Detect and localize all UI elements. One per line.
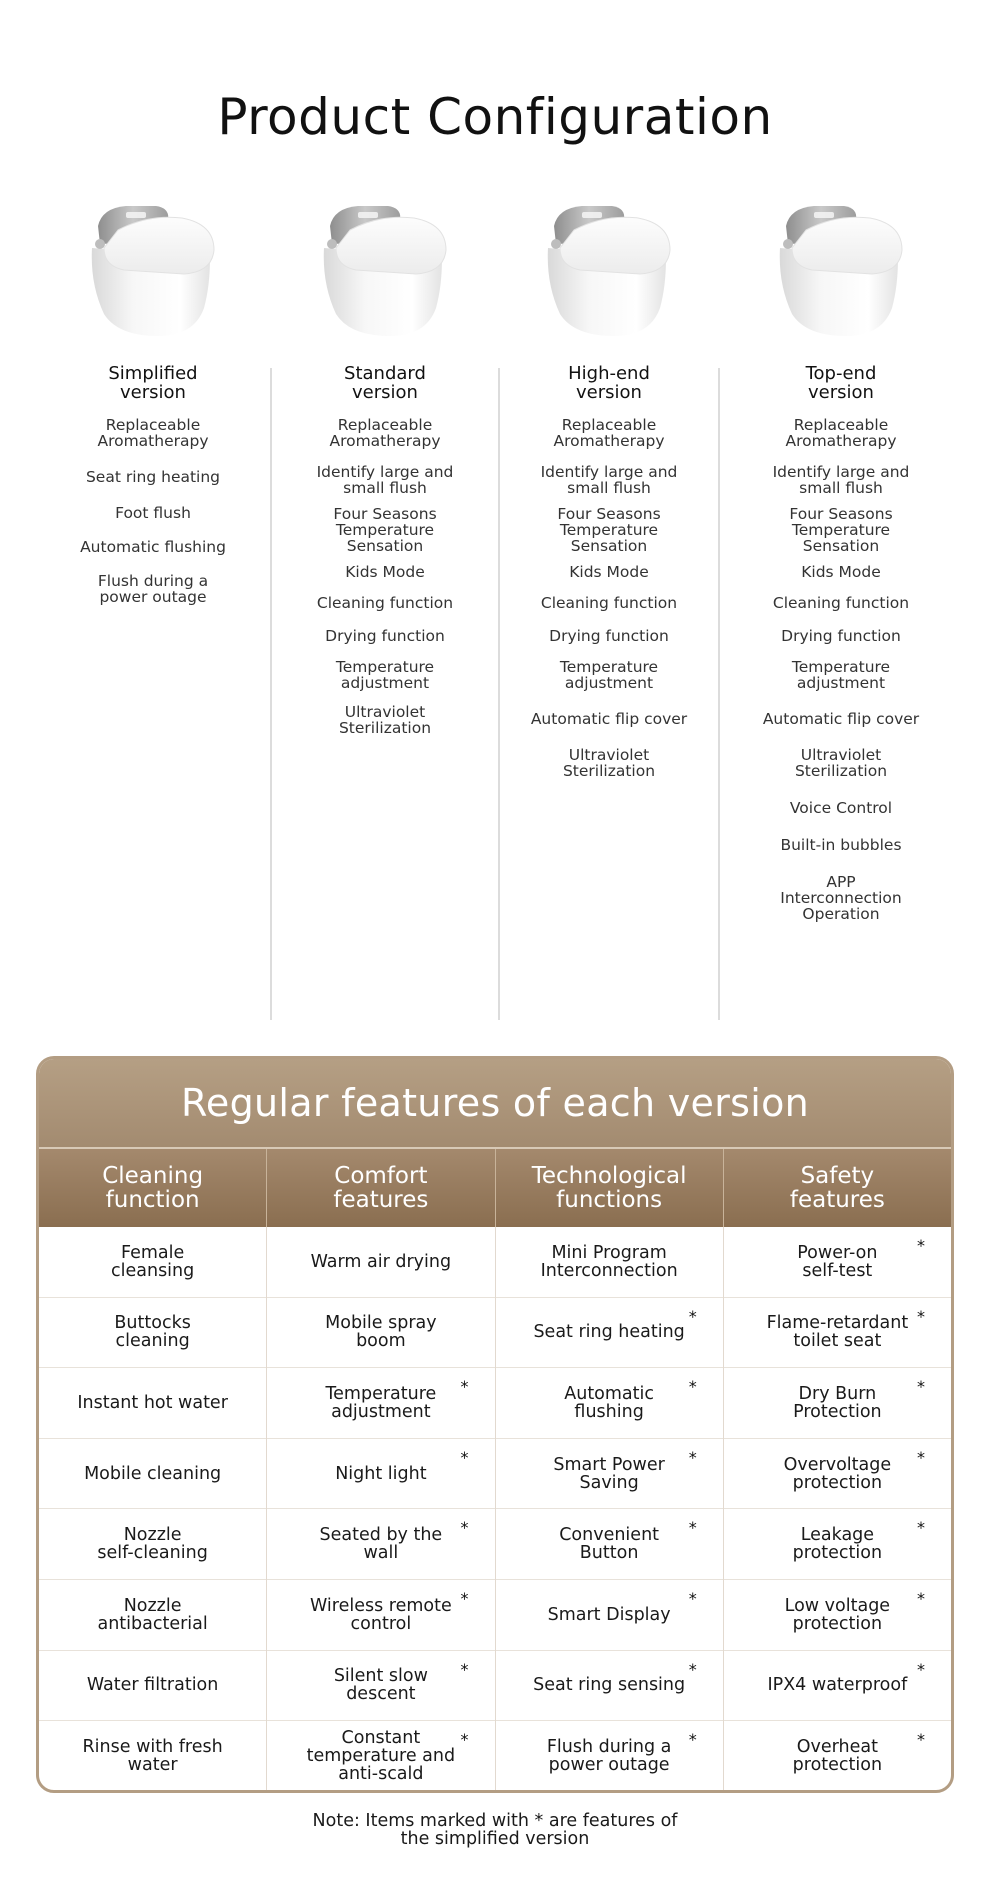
feature-text: Low voltage protection xyxy=(784,1595,891,1634)
feature-item: Drying function xyxy=(549,627,669,645)
table-cell xyxy=(724,1651,951,1722)
asterisk-marker: * xyxy=(917,1659,925,1679)
table-cell xyxy=(39,1439,266,1510)
feature-item: Automatic flip cover xyxy=(530,710,688,728)
asterisk-marker: * xyxy=(460,1730,469,1750)
asterisk-marker: * xyxy=(917,1306,925,1326)
feature-list xyxy=(499,417,719,779)
table-cell xyxy=(724,1580,951,1651)
feature-item: Kids Mode xyxy=(801,563,881,581)
feature-item: Flush during a power outage xyxy=(97,572,209,606)
feature-item: Identify large and small flush xyxy=(540,463,678,497)
feature-item: Foot flush xyxy=(115,504,191,522)
table-cell xyxy=(724,1721,951,1792)
feature-text: Water filtration xyxy=(86,1675,219,1696)
feature-item: Ultraviolet Sterilization xyxy=(338,703,432,737)
table-cell xyxy=(267,1298,494,1369)
feature-item: Four Seasons Temperature Sensation xyxy=(557,505,661,555)
asterisk-marker: * xyxy=(917,1730,925,1750)
column-header-technological: Technological functions xyxy=(496,1149,724,1227)
feature-text: Convenient Button xyxy=(559,1525,660,1564)
feature-text: Warm air drying xyxy=(310,1251,452,1272)
feature-text: Automatic flushing xyxy=(564,1383,654,1422)
table-cell xyxy=(267,1651,494,1722)
asterisk-marker: * xyxy=(917,1447,925,1467)
feature-text: IPX4 waterproof xyxy=(767,1675,908,1696)
feature-list xyxy=(275,417,495,736)
feature-item: Cleaning function xyxy=(772,594,910,612)
asterisk-marker: * xyxy=(917,1588,925,1608)
feature-text: Mini Program Interconnection xyxy=(540,1242,678,1281)
feature-text: Seated by the wall xyxy=(319,1525,443,1564)
version-column-standard xyxy=(275,196,495,736)
table-column xyxy=(39,1227,267,1792)
feature-text: Mobile spray boom xyxy=(325,1313,437,1352)
table-cell xyxy=(39,1651,266,1722)
feature-item: Identify large and small flush xyxy=(772,463,910,497)
feature-text: Leakage protection xyxy=(792,1525,883,1564)
feature-text: Overheat protection xyxy=(792,1737,883,1776)
asterisk-marker: * xyxy=(688,1730,697,1750)
feature-item: APP Interconnection Operation xyxy=(780,873,902,923)
feature-text: Seat ring sensing xyxy=(533,1675,686,1696)
asterisk-marker: * xyxy=(688,1377,697,1397)
feature-text: Wireless remote control xyxy=(310,1595,452,1634)
table-title: Regular features of each version xyxy=(39,1059,951,1147)
feature-text: Silent slow descent xyxy=(333,1666,428,1705)
asterisk-marker: * xyxy=(688,1447,697,1467)
feature-item: Temperature adjustment xyxy=(559,658,659,692)
feature-item: Built-in bubbles xyxy=(780,836,902,854)
asterisk-marker: * xyxy=(688,1659,697,1679)
table-cell xyxy=(267,1227,494,1298)
column-divider xyxy=(718,368,720,1020)
feature-text: Overvoltage protection xyxy=(783,1454,892,1493)
feature-text: Power-on self-test xyxy=(797,1242,878,1281)
feature-list xyxy=(43,417,263,605)
version-column-top-end xyxy=(731,196,951,922)
table-cell xyxy=(496,1721,723,1792)
version-title: Top-end version xyxy=(805,363,877,403)
table-cell xyxy=(724,1509,951,1580)
feature-item: Ultraviolet Sterilization xyxy=(562,746,656,780)
table-cell xyxy=(267,1721,494,1792)
feature-item: Four Seasons Temperature Sensation xyxy=(333,505,437,555)
feature-list xyxy=(731,417,951,922)
table-cell xyxy=(724,1298,951,1369)
table-cell xyxy=(39,1721,266,1792)
version-column-high-end xyxy=(499,196,719,779)
feature-text: Buttocks cleaning xyxy=(114,1313,191,1352)
feature-item: Drying function xyxy=(325,627,445,645)
feature-text: Night light xyxy=(335,1463,427,1484)
feature-item: Four Seasons Temperature Sensation xyxy=(789,505,893,555)
footnote: Note: Items marked with * are features of the simplified version xyxy=(312,1811,678,1849)
table-column xyxy=(496,1227,724,1792)
table-cell xyxy=(496,1509,723,1580)
feature-item: Automatic flushing xyxy=(80,538,226,556)
feature-item: Replaceable Aromatherapy xyxy=(785,416,897,450)
feature-item: Voice Control xyxy=(789,799,893,817)
table-column xyxy=(267,1227,495,1792)
toilet-image xyxy=(534,196,684,346)
feature-item: Identify large and small flush xyxy=(316,463,454,497)
column-header-safety: Safety features xyxy=(789,1163,885,1213)
feature-item: Automatic flip cover xyxy=(762,710,920,728)
version-column-simplified xyxy=(43,196,263,605)
feature-item: Kids Mode xyxy=(345,563,425,581)
asterisk-marker: * xyxy=(460,1447,469,1467)
feature-text: Nozzle antibacterial xyxy=(97,1595,208,1634)
feature-item: Replaceable Aromatherapy xyxy=(553,416,665,450)
feature-item: Drying function xyxy=(781,627,901,645)
feature-item: Cleaning function xyxy=(540,594,678,612)
asterisk-marker: * xyxy=(460,1659,469,1679)
version-title: Simplified version xyxy=(108,363,198,403)
feature-text: Instant hot water xyxy=(77,1392,228,1413)
asterisk-marker: * xyxy=(688,1518,697,1538)
table-cell xyxy=(496,1298,723,1369)
feature-text: Nozzle self-cleaning xyxy=(97,1525,208,1564)
feature-item: Temperature adjustment xyxy=(335,658,435,692)
regular-features-table xyxy=(36,1056,954,1793)
asterisk-marker: * xyxy=(688,1588,697,1608)
table-cell xyxy=(39,1227,266,1298)
toilet-image xyxy=(310,196,460,346)
column-divider xyxy=(270,368,272,1020)
table-cell xyxy=(724,1368,951,1439)
asterisk-marker: * xyxy=(917,1518,925,1538)
table-cell xyxy=(724,1439,951,1510)
table-cell xyxy=(496,1227,723,1298)
feature-text: Mobile cleaning xyxy=(84,1463,222,1484)
asterisk-marker: * xyxy=(460,1377,469,1397)
feature-item: Seat ring heating xyxy=(85,468,221,486)
feature-item: Cleaning function xyxy=(316,594,454,612)
feature-item: Temperature adjustment xyxy=(791,658,891,692)
asterisk-marker: * xyxy=(688,1306,697,1326)
toilet-image xyxy=(78,196,228,346)
asterisk-marker: * xyxy=(460,1518,469,1538)
table-body xyxy=(39,1227,951,1792)
feature-text: Smart Power Saving xyxy=(553,1454,665,1493)
column-header-cleaning: Cleaning function xyxy=(39,1149,267,1227)
table-header-row xyxy=(39,1147,951,1227)
table-cell xyxy=(496,1368,723,1439)
version-comparison xyxy=(0,196,990,1026)
table-cell xyxy=(267,1509,494,1580)
asterisk-marker: * xyxy=(917,1377,925,1397)
table-cell xyxy=(724,1227,951,1298)
table-column xyxy=(724,1227,951,1792)
page-title: Product Configuration xyxy=(217,88,773,146)
feature-text: Constant temperature and anti-scald xyxy=(306,1728,456,1785)
version-title: High-end version xyxy=(568,363,650,403)
version-title: Standard version xyxy=(344,363,426,403)
table-cell xyxy=(267,1368,494,1439)
feature-item: Replaceable Aromatherapy xyxy=(329,416,441,450)
feature-text: Dry Burn Protection xyxy=(793,1383,882,1422)
table-cell xyxy=(496,1651,723,1722)
feature-text: Rinse with fresh water xyxy=(82,1737,223,1776)
table-cell xyxy=(39,1368,266,1439)
feature-item: Ultraviolet Sterilization xyxy=(794,746,888,780)
table-cell xyxy=(496,1580,723,1651)
feature-text: Smart Display xyxy=(547,1604,671,1625)
table-cell xyxy=(496,1439,723,1510)
feature-item: Kids Mode xyxy=(569,563,649,581)
feature-text: Flush during a power outage xyxy=(546,1737,672,1776)
table-cell xyxy=(39,1580,266,1651)
toilet-image xyxy=(766,196,916,346)
table-cell xyxy=(39,1509,266,1580)
asterisk-marker: * xyxy=(917,1236,925,1255)
feature-text: Seat ring heating xyxy=(533,1322,685,1343)
feature-text: Temperature adjustment xyxy=(325,1383,437,1422)
table-cell xyxy=(267,1580,494,1651)
table-cell xyxy=(39,1298,266,1369)
feature-text: Female cleansing xyxy=(111,1242,195,1281)
feature-text: Flame-retardant toilet seat xyxy=(766,1313,909,1352)
asterisk-marker: * xyxy=(460,1588,469,1608)
feature-item: Replaceable Aromatherapy xyxy=(97,416,209,450)
table-cell xyxy=(267,1439,494,1510)
column-header-comfort: Comfort features xyxy=(267,1149,495,1227)
